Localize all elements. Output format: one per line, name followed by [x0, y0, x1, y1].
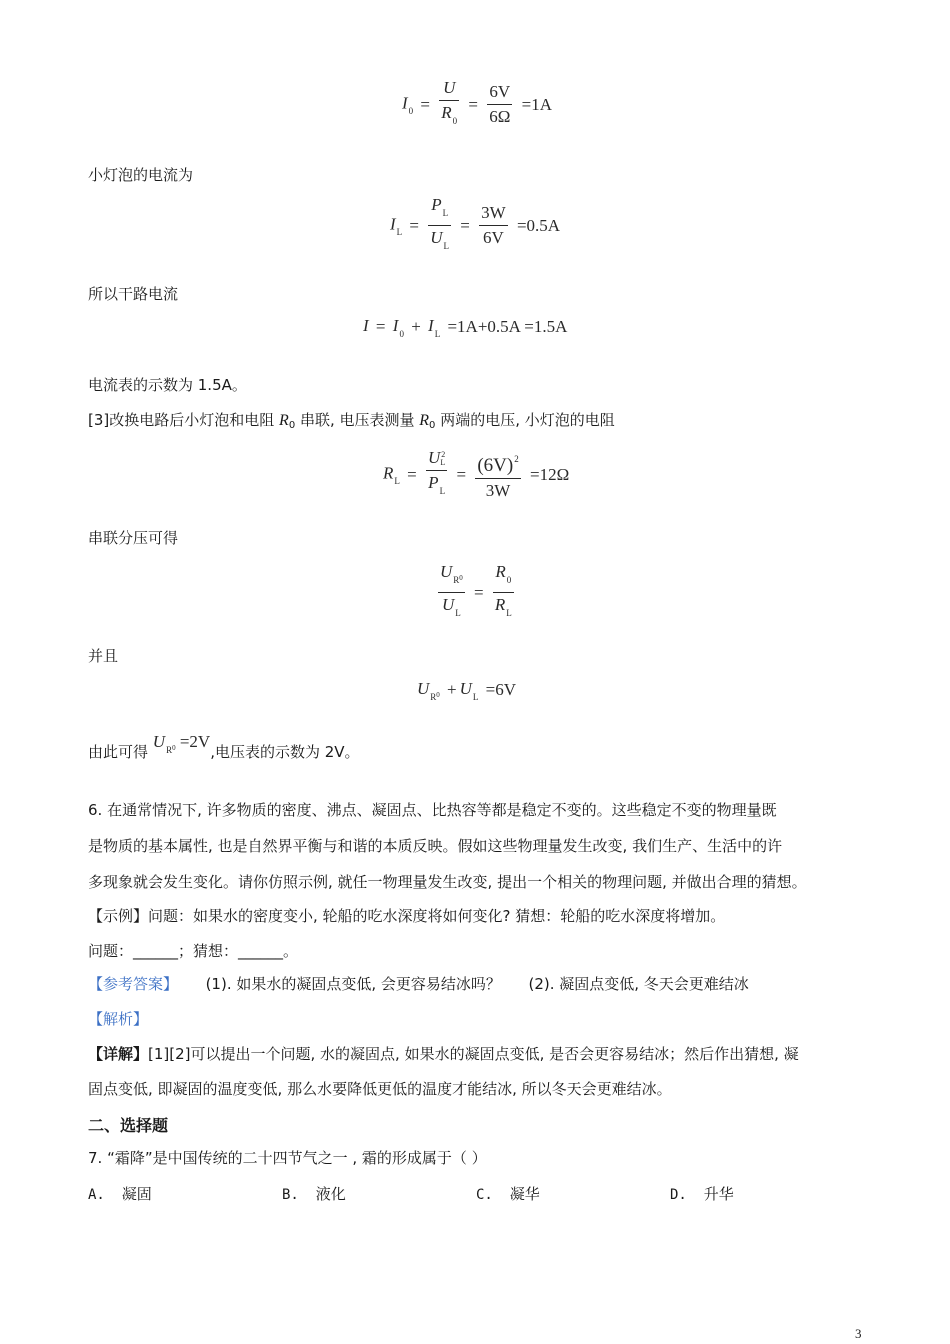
page-number: 3 — [855, 1326, 862, 1341]
option-text: 液化 — [315, 1185, 346, 1203]
eq-result: =6V — [485, 680, 517, 700]
eq-subscript: L — [434, 329, 441, 339]
option-letter: C. — [476, 1187, 493, 1203]
eq-symbol: I — [402, 93, 408, 113]
eq-subscript: L — [443, 241, 450, 251]
fraction — [426, 448, 447, 501]
q6-line-1: 6. 在通常情况下, 许多物质的密度、沸点、凝固点、比热容等都是稳定不变的。这些稳定不变的物理量既 — [88, 801, 777, 819]
section-title: 二、选择题 — [88, 1116, 169, 1135]
text-span: ,电压表的示数为 2V。 — [210, 743, 360, 761]
q6-detail-line-2: 固点变低, 即凝固的温度变低, 那么水要降低更低的温度才能结冰, 所以冬天会更难结冰。 — [88, 1080, 672, 1098]
eq-value: (6V) — [477, 454, 514, 476]
equation-r0-current: $I_0$ = $\frac{U}{R_0}$ = $\frac{6V}{6\Omega}$ =1A — [402, 78, 555, 131]
eq-value: 6V — [483, 228, 504, 247]
fraction — [428, 195, 451, 256]
fraction — [438, 562, 465, 623]
eq-symbol: U — [442, 595, 455, 614]
eq-subscript: 0 — [429, 420, 436, 431]
eq-subscript: 0 — [172, 744, 176, 752]
text-span: 由此可得 — [88, 743, 149, 761]
option-d[interactable] — [670, 1183, 734, 1204]
eq-subscript: 0 — [452, 116, 458, 126]
text-main-current: 所以干路电流 — [88, 285, 179, 303]
q6-answer — [88, 974, 749, 994]
fraction — [487, 82, 512, 127]
option-text: 凝华 — [509, 1185, 540, 1203]
eq-subscript: L — [394, 476, 400, 487]
eq-subscript: 0 — [399, 329, 404, 339]
eq-subscript: 0 — [288, 420, 296, 431]
answer-1: (1). 如果水的凝固点变低, 会更容易结冰吗？ — [205, 975, 501, 993]
fraction — [439, 78, 459, 131]
fraction — [479, 203, 508, 248]
eq-symbol: U — [152, 732, 166, 751]
eq-subscript: 0 — [506, 575, 512, 585]
eq-superscript: 2 — [514, 453, 519, 464]
text-conclusion — [88, 732, 360, 770]
text-series-division: 串联分压可得 — [88, 529, 179, 547]
detail-tag: 【详解】 — [88, 1045, 149, 1063]
equation-voltage-sum: $U_R0 + U_L =6V$ — [417, 679, 517, 702]
option-a[interactable] — [88, 1183, 152, 1204]
text-ammeter-reading: 电流表的示数为 1.5A。 — [88, 376, 247, 394]
eq-subscript: L — [396, 227, 403, 238]
eq-symbol: U — [443, 78, 456, 97]
option-text: 升华 — [703, 1185, 734, 1203]
eq-symbol: R — [383, 463, 394, 483]
q7-stem: 7. “霜降”是中国传统的二十四节气之一 , 霜的形成属于（ ） — [88, 1149, 487, 1167]
eq-subscript: R — [166, 745, 173, 755]
analysis-tag: 【解析】 — [88, 1010, 149, 1028]
text-span: 串联, 电压表测量 — [295, 411, 420, 429]
eq-symbol: U — [430, 228, 443, 247]
eq-value: 6Ω — [489, 107, 511, 126]
option-b[interactable] — [282, 1183, 346, 1204]
eq-result: =2V — [179, 732, 211, 751]
text-and: 并且 — [88, 647, 119, 665]
q6-example: 【示例】问题：如果水的密度变小, 轮船的吃水深度将如何变化? 猜想：轮船的吃水深度将增加。 — [88, 907, 726, 925]
detail-text: [1][2]可以提出一个问题, 水的凝固点, 如果水的凝固点变低, 是否会更容易结冰；然后作出猜想, 凝 — [148, 1045, 799, 1063]
eq-symbol: R — [495, 562, 506, 581]
eq-subscript: L — [439, 486, 446, 496]
eq-subscript: L — [442, 208, 449, 218]
eq-value: 6V — [487, 82, 512, 105]
eq-result: =0.5A — [516, 215, 561, 235]
fraction — [475, 449, 520, 501]
fraction — [493, 562, 514, 623]
q6-blanks: 问题：______；猜想：______。 — [88, 942, 299, 960]
option-letter: A. — [88, 1187, 105, 1203]
eq-subscript: 0 — [459, 574, 463, 582]
eq-symbol: P — [428, 473, 439, 492]
eq-subscript: L — [472, 692, 479, 702]
eq-symbol: I — [390, 214, 396, 234]
eq-symbol: I — [392, 316, 399, 335]
eq-symbol: I — [428, 316, 434, 335]
eq-subscript: 0 — [436, 691, 440, 699]
eq-subscript: 0 — [408, 106, 414, 117]
eq-symbol: U — [440, 562, 453, 581]
text-span: 两端的电压, 小灯泡的电阻 — [435, 411, 615, 429]
eq-symbol: U — [427, 448, 441, 467]
eq-operator: + — [411, 317, 421, 337]
eq-subscript: L — [440, 458, 446, 468]
eq-symbol: R — [441, 103, 452, 122]
answer-tag: 【参考答案】 — [88, 975, 179, 993]
text-bulb-current: 小灯泡的电流为 — [88, 166, 194, 184]
eq-value: 3W — [485, 480, 511, 500]
eq-symbol: U — [417, 679, 430, 698]
eq-subscript: R — [430, 692, 437, 702]
eq-symbol: P — [431, 195, 442, 214]
eq-result: =1A+0.5A =1.5A — [447, 317, 568, 337]
eq-result: =1A — [521, 94, 553, 114]
eq-superscript: 2 — [441, 450, 446, 460]
eq-symbol: R — [494, 595, 506, 614]
eq-subscript: L — [455, 608, 461, 618]
option-letter: B. — [282, 1187, 299, 1203]
q6-detail-line-1 — [88, 1044, 799, 1064]
eq-symbol: R — [279, 412, 289, 429]
eq-subscript: R — [453, 575, 460, 585]
equation-total-current: $I = I_0 + I_L =1A+0.5A =1.5A$ — [363, 316, 568, 339]
equation-voltage-ratio: $\frac{U_R0}{U_L}$ = $\frac{R_0}{R_L}$ — [436, 562, 516, 623]
text-span: [3]改换电路后小灯泡和电阻 — [88, 411, 280, 429]
q6-line-3: 多现象就会发生变化。请你仿照示例, 就任一物理量发生改变, 提出一个相关的物理问题, 并做出合理的猜想。 — [88, 873, 807, 891]
equation-bulb-current: $I_L$ = $\frac{P_L}{U_L}$ = $\frac{3W}{6V}$ =0.5A — [390, 195, 563, 256]
eq-symbol: I — [363, 316, 369, 335]
text-step-3 — [88, 410, 615, 436]
option-c[interactable] — [476, 1183, 540, 1204]
eq-subscript: L — [506, 608, 512, 618]
eq-result: =12Ω — [530, 464, 570, 484]
option-text: 凝固 — [121, 1185, 152, 1203]
eq-value: 3W — [479, 203, 508, 226]
option-letter: D. — [670, 1187, 687, 1203]
q6-line-2: 是物质的基本属性, 也是自然界平衡与和谐的本质反映。假如这些物理量发生改变, 我们生产、生活中的许 — [88, 837, 783, 855]
eq-symbol: U — [459, 679, 472, 698]
answer-2: (2). 凝固点变低, 冬天会更难结冰 — [528, 975, 749, 993]
eq-symbol: R — [419, 412, 430, 429]
equation-bulb-resistance: $R_L$ = U 2 L $P_L$ = $\frac{(6V)^2}{3W}$ =12Ω — [383, 448, 570, 500]
